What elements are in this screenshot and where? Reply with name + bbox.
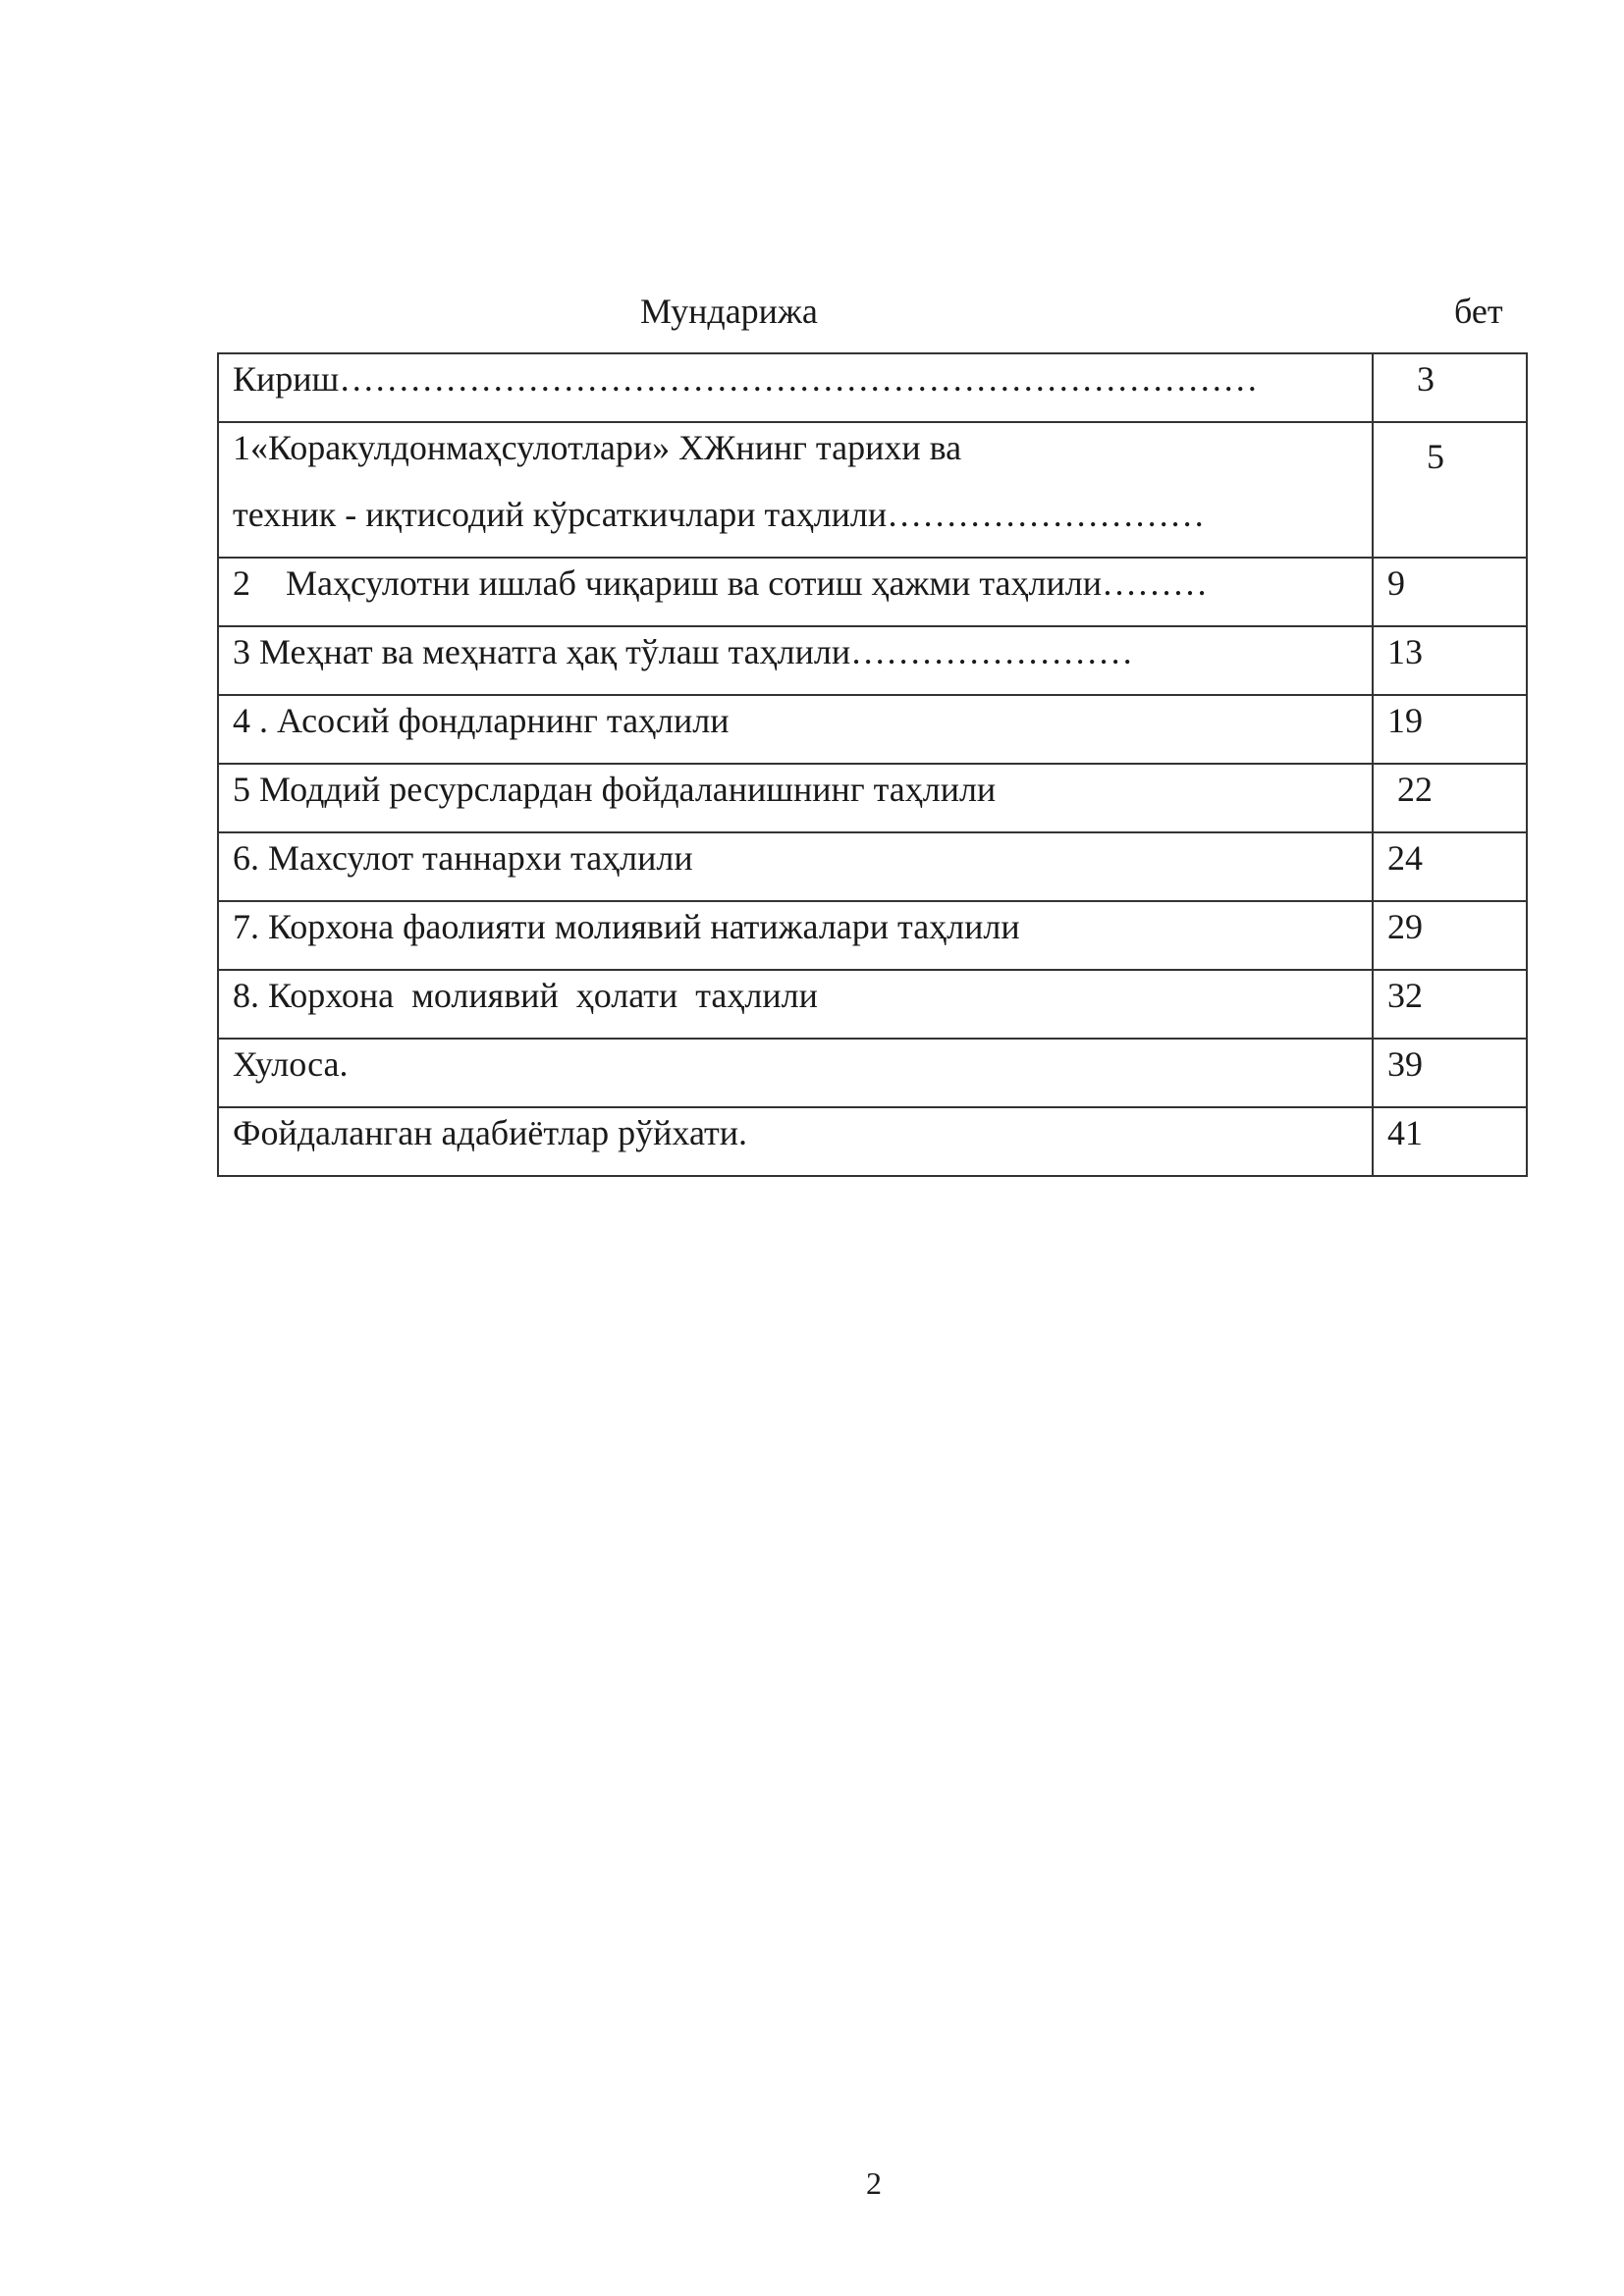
toc-title: Мундарижа — [640, 292, 818, 331]
toc-entry-text — [218, 422, 1373, 558]
toc-entry-page: 22 — [1373, 764, 1527, 832]
toc-row — [218, 1039, 1527, 1107]
toc-entry-text: Кириш…………………………………………………………………… — [218, 353, 1373, 422]
toc-row — [218, 626, 1527, 695]
page-column-label: бет — [1454, 292, 1503, 331]
toc-row — [218, 558, 1527, 626]
toc-entry-page: 24 — [1373, 832, 1527, 901]
toc-entry-page: 9 — [1373, 558, 1527, 626]
toc-row — [218, 353, 1527, 422]
toc-row — [218, 832, 1527, 901]
toc-entry-page: 32 — [1373, 970, 1527, 1039]
toc-entry-page: 5 — [1373, 422, 1527, 558]
toc-entry-text: 5 Моддий ресурслардан фойдаланишнинг таҳлили — [218, 764, 1373, 832]
toc-entry-page: 13 — [1373, 626, 1527, 695]
toc-row — [218, 970, 1527, 1039]
page-number: 2 — [866, 2165, 882, 2201]
toc-entry-page: 29 — [1373, 901, 1527, 970]
toc-row — [218, 901, 1527, 970]
toc-entry-page: 39 — [1373, 1039, 1527, 1107]
toc-entry-page: 3 — [1373, 353, 1527, 422]
toc-row — [218, 695, 1527, 764]
toc-entry-text: 2 Маҳсулотни ишлаб чиқариш ва сотиш ҳажми таҳлили……… — [218, 558, 1373, 626]
toc-entry-page: 41 — [1373, 1107, 1527, 1176]
toc-heading — [0, 287, 1624, 336]
toc-entry-text: 8. Корхона молиявий ҳолати таҳлили — [218, 970, 1373, 1039]
toc-row — [218, 1107, 1527, 1176]
toc-entry-text: 7. Корхона фаолияти молиявий натижалари таҳлили — [218, 901, 1373, 970]
toc-row — [218, 764, 1527, 832]
toc-table — [217, 352, 1528, 1177]
toc-entry-text: Фойдаланган адабиётлар рўйхати. — [218, 1107, 1373, 1176]
toc-entry-text: 6. Махсулот таннархи таҳлили — [218, 832, 1373, 901]
toc-entry-page: 19 — [1373, 695, 1527, 764]
toc-row — [218, 422, 1527, 558]
toc-entry-text-line2: техник - иқтисодий кўрсаткичлари таҳлили……………………… — [233, 495, 1206, 534]
toc-entry-text: 3 Меҳнат ва меҳнатга ҳақ тўлаш таҳлили…………………… — [218, 626, 1373, 695]
toc-entry-text-line1: 1«Коракулдонмаҳсулотлари» ХЖнинг тарихи ва — [233, 428, 962, 467]
toc-entry-text: Хулоса. — [218, 1039, 1373, 1107]
toc-entry-text: 4 . Асосий фондларнинг таҳлили — [218, 695, 1373, 764]
